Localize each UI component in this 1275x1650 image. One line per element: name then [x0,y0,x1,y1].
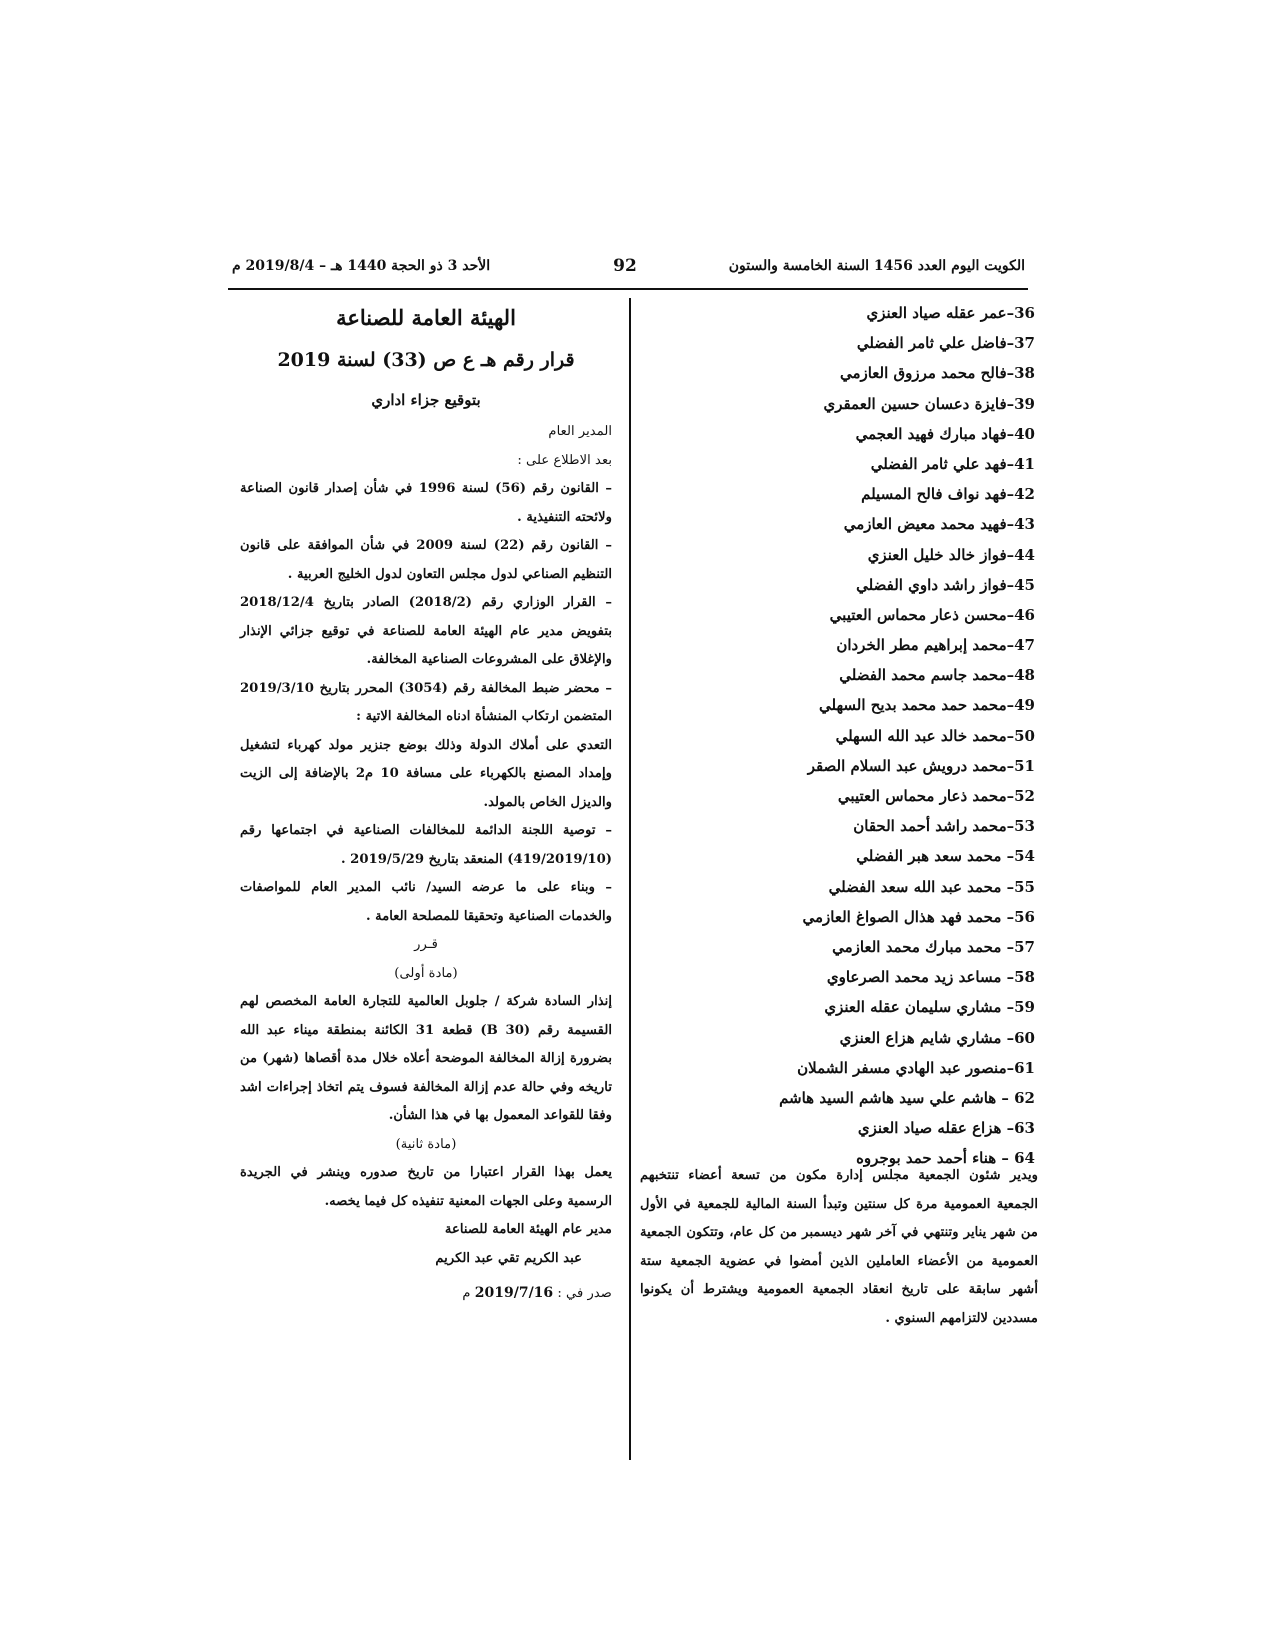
list-item: 58– مساعد زيد محمد الصرعاوي [826,968,1035,987]
list-item: 48–محمد جاسم محمد الفضلي [839,666,1035,685]
list-item: 60– مشاري شايم هزاع العنزي [839,1028,1035,1047]
list-item: 63– هزاع عقله صياد العنزي [857,1119,1035,1138]
list-item: 59– مشاري سليمان عقله العنزي [824,998,1035,1017]
list-item: 61–منصور عبد الهادي مسفر الشملان [797,1058,1035,1077]
paragraph-law-22: – القانون رقم (22) لسنة 2009 في شأن الموافقة على قانون التنظيم الصناعي لدول مجلس التعاون لدول الخليج العربية . [240,538,612,582]
list-item: 37–فاضل علي ثامر الفضلي [856,334,1035,353]
paragraph-violation-report: – محضر ضبط المخالفة رقم (3054) المحرر بتاريخ 2019/3/10 المتضمن ارتكاب المنشأة ادناه المخالفة الاتية : [240,680,612,724]
list-item: 62 – هاشم علي سيد هاشم السيد هاشم [779,1088,1035,1107]
organization-title: الهيئة العامة للصناعة [336,305,516,330]
director-line: المدير العام [548,424,612,439]
after-review-line: بعد الاطلاع على : [517,452,612,468]
list-item: 39–فايزة دعسان حسين العمقري [823,394,1035,413]
article-one-heading: (مادة أولى) [394,965,458,981]
paragraph-violation-details: التعدي على أملاك الدولة وذلك بوضع جنزير مولد كهرباء لتشغيل وإمداد المصنع بالكهرباء على مسافة 10 م2 بالإضافة إلى الزيت والديزل الخاص بالمولد. [240,737,613,810]
decision-subtitle: بتوقيع جزاء اداري [371,391,481,409]
signatory-title: مدير عام الهيئة العامة للصناعة [444,1222,612,1237]
list-item: 53–محمد راشد أحمد الحقان [853,817,1035,836]
paragraph-law-56: – القانون رقم (56) لسنة 1996 في شأن إصدار قانون الصناعة ولائحته التنفيذية . [240,481,612,525]
list-item: 42–فهد نواف فالح المسيلم [861,485,1035,504]
list-item: 64 – هناء أحمد حمد بوجروه [856,1149,1035,1168]
decided-heading: قـرر [414,937,438,952]
article-one-text: إنذار السادة شركة / جلوبل العالمية للتجارة العامة المخصص لهم القسيمة رقم (B 30) قطعة 31 الكائنة بمنطقة ميناء عبد الله بضرورة إزالة المخالفة الموضحة أعلاه خلال مدة أقصاها (شهر) من تاريخه وفي حالة عدم إزالة المخالفة فسوف يتم اتخاذ إجراءات اشد وفقا للقواعد المعمول بها في هذا الشأن. [240,994,613,1123]
paragraph-deputy-presentation: – وبناء على ما عرضه السيد/ نائب المدير العام للمواصفات والخدمات الصناعية وتحقيقا للمصلحة العامة . [240,880,612,924]
list-item: 55– محمد عبد الله سعد الفضلي [828,877,1035,896]
list-item: 46–محسن ذعار محماس العتيبي [829,605,1035,624]
header-rule [228,288,1028,290]
list-item: 41–فهد علي ثامر الفضلي [870,454,1035,473]
list-item: 36–عمر عقله صياد العنزي [866,304,1035,322]
list-item: 50–محمد خالد عبد الله السهلي [835,726,1035,745]
header-date: الأحد 3 ذو الحجة 1440 هـ – 2019/8/4 م [232,258,491,274]
list-item: 44–فواز خالد خليل العنزي [867,545,1035,564]
article-two-text: يعمل بهذا القرار اعتبارا من تاريخ صدوره وينشر في الجريدة الرسمية وعلى الجهات المعنية تنفيذه كل فيما يخصه. [240,1165,612,1209]
list-item: 52–محمد ذعار محماس العتيبي [837,787,1035,805]
list-item: 54– محمد سعد هبر الفضلي [856,847,1035,866]
issued-label: صدر في : [557,1286,612,1301]
signatory-name: عبد الكريم تقي عبد الكريم [435,1250,582,1266]
list-item: 57– محمد مبارك محمد العازمي [832,937,1035,956]
page-number: 92 [613,256,637,276]
list-item: 49–محمد حمد محمد بديح السهلي [818,696,1035,715]
issued-date-line [240,1279,612,1309]
decision-column [240,298,612,1309]
paragraph-ministerial-decision: – القرار الوزاري رقم (2018/2) الصادر بتاريخ 2018/12/4 بتفويض مدير عام الهيئة العامة للصناعة في توقيع جزائي الإنذار والإغلاق على المشروعات الصناعية المخالفة. [240,595,613,667]
list-item: 43–فهيد محمد معيض العازمي [843,515,1035,534]
paragraph-committee-recommendation: – توصية اللجنة الدائمة للمخالفات الصناعية في اجتماعها رقم (419/2019/10) المنعقد بتاريخ 2019/5/29 . [240,823,612,867]
issued-date: 2019/7/16 [474,1285,554,1301]
list-item: 51–محمد درويش عبد السلام الصقر [807,756,1035,775]
decision-title: قرار رقم هـ ع ص (33) لسنة 2019 [277,349,575,371]
list-item: 40–فهاد مبارك فهيد العجمي [855,424,1035,443]
association-paragraph: ويدير شئون الجمعية مجلس إدارة مكون من تسعة أعضاء تنتخبهم الجمعية العمومية مرة كل سنتين وتبدأ السنة المالية للجمعية في الأول من شهر يناير وتنتهي في آخر شهر ديسمبر من كل عام، وتتكون الجمعية العمومية من الأعضاء العاملين الذين أمضوا في عضوية الجمعية ستة أشهر سابقة على تاريخ انعقاد الجمعية العمومية ويشترط أن يكونوا مسددين لالتزامهم السنوي . [640,1168,1038,1326]
list-item: 45–فواز راشد داوي الفضلي [856,575,1035,594]
issued-suffix: م [462,1286,471,1301]
column-divider [629,298,631,1460]
article-two-heading: (مادة ثانية) [395,1136,457,1152]
header-publication: الكويت اليوم العدد 1456 السنة الخامسة والستون [728,258,1025,274]
list-item: 38–فالح محمد مرزوق العازمي [839,364,1035,383]
members-list [660,298,1050,1173]
list-item: 56– محمد فهد هذال الصواغ العازمي [802,907,1035,926]
list-item: 47–محمد إبراهيم مطر الخردان [836,636,1035,655]
